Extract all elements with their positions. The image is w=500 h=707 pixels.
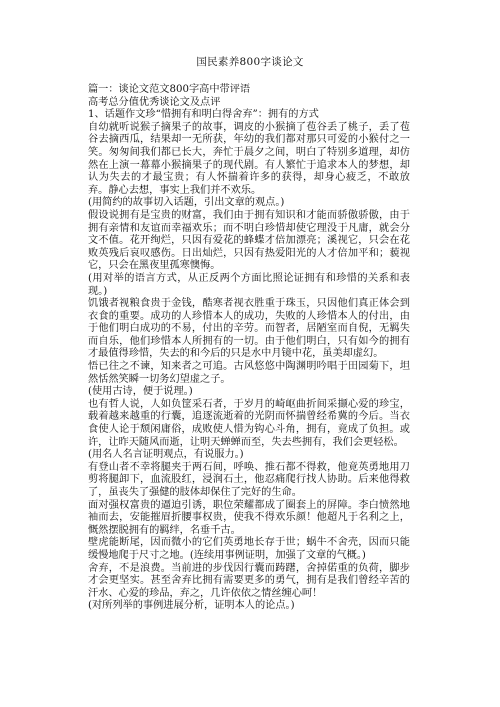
commentary: (对所列举的事例进展分析，证明本人的论点。)	[88, 600, 295, 612]
paragraph: 饥饿者视粮食贵于金钱，酷寒者视衣胜重于珠玉，只因他们真正体会到衣食的重要。成功的人珍惜本人的成功，失败的人珍惜本人的付出，由于他们明白成功的不易，付出的辛劳。而智者，居陋室而自倪，无羁失而自乐，他们珍惜本人所拥有的一切。由于他们明白，只有如今的拥有才最值得珍惜，失去的和今后的只是水中月镜中花，虽美却虚幻。	[88, 298, 410, 360]
paragraph: 悟已往之不谏，知来者之可追。古风悠悠中陶渊明吟唱于田园菊下，坦然恬然笑瞬一切务幻望虚之子。	[88, 361, 410, 385]
paragraph: 也有哲人说，人如负筐采石者，于岁月的崎岖曲折间采撷心爱的珍宝，载着越来越重的行囊，追逐流逝着的光阴而怀揣曾经希冀的今后。当衣食使人论于颓闲庸俗，成败使人惜为钩心斗角，拥有，竟成了负担。或许，让昨天随风而逝，让明天蝉蝉而至，失去些拥有，我们会更轻松。	[88, 398, 410, 448]
topic-heading: 1、话题作文珍“惜拥有和明白得舍弃”：拥有的方式	[88, 109, 319, 121]
document-body	[88, 84, 410, 613]
subheading: 高考总分值优秀谈论文及点评	[88, 96, 221, 108]
commentary: (用对举的语言方式，从正反两个方面比照论证拥有和珍惜的关系和表现。)	[88, 272, 410, 297]
section-heading: 篇一：谈论文范文800字高中带评语	[88, 84, 251, 95]
paragraph: 舍弃，不是浪费。当前进的步伐因行囊而踌躇，舍掉偌重的负荷，脚步才会更坚实。甚至舍弃比拥有需要更多的勇气，拥有是我们曾经辛苦的汗水、心爱的珍品，弃之，几许依依之情丝缠心呵！	[88, 562, 410, 599]
paragraph: 假设说拥有是宝贵的财富，我们由于拥有知识和才能而骄傲骄傲，由于拥有亲情和友谊而幸福欢乐；而不明白珍惜却使它理没于凡庸，就会分文不值。花开绚烂，只因有爱花的蜂蝶才倍加漂亮；溪视它，只会在花败英残后哀叹感伤。日出灿烂，只因有热爱阳光的人才倍加平和；藐视它，只会在黑夜里孤寒懊悔。	[88, 209, 410, 272]
commentary: (使用古诗，便于说理。)	[88, 386, 193, 398]
document-title: 国民素养800字谈论文	[196, 56, 304, 68]
commentary: (用简约的故事切入话题，引出文章的观点。)	[88, 197, 285, 209]
paragraph: 有登山者不幸将腿夹于两石间，呼唤、推石都不得救，他竟英勇地用刀剪将腿卸下，血流股红，浸润石土，他忍痛爬行找人协助。后来他得救了，虽丧失了强健的肢体却保住了完好的生命。	[88, 461, 410, 498]
paragraph: 面对强权富贵的逼迫引诱，职位荣耀都成了圈套上的屏障。李白愤然地袖而去，安能摧眉折腰事权贵，使我不得欢乐颜！他超凡于名利之上，慨然摆脱拥有的羁绊，名垂千古。	[88, 499, 410, 536]
paragraph: 壁虎能断尾，因而微小的它们英勇地长存于世；蜗牛不舍壳，因而只能缓慢地爬于尺寸之地。(连续用事例证明，加强了文章的气概。)	[88, 537, 410, 561]
commentary: (用名人名言证明观点，有说服力。)	[88, 449, 244, 461]
paragraph: 自幼就听说猴子摘果子的故事，调皮的小猴摘了苞谷丢了桃子，丢了苞谷去摘西瓜，结果却一无所获，年幼的我们都对那只可爱的小猴付之一笑。匆匆间我们都已长大，奔忙于晨夕之间，明白了特别多道理，却仿然在上演一幕幕小猴摘果子的现代剧。有人繁忙于追求本人的梦想，却认为失去的才最宝贵；有人怀揣着许多的获得，却身心疲乏，不敢放弃。静心去想，事实上我们并不欢乐。	[88, 121, 410, 196]
